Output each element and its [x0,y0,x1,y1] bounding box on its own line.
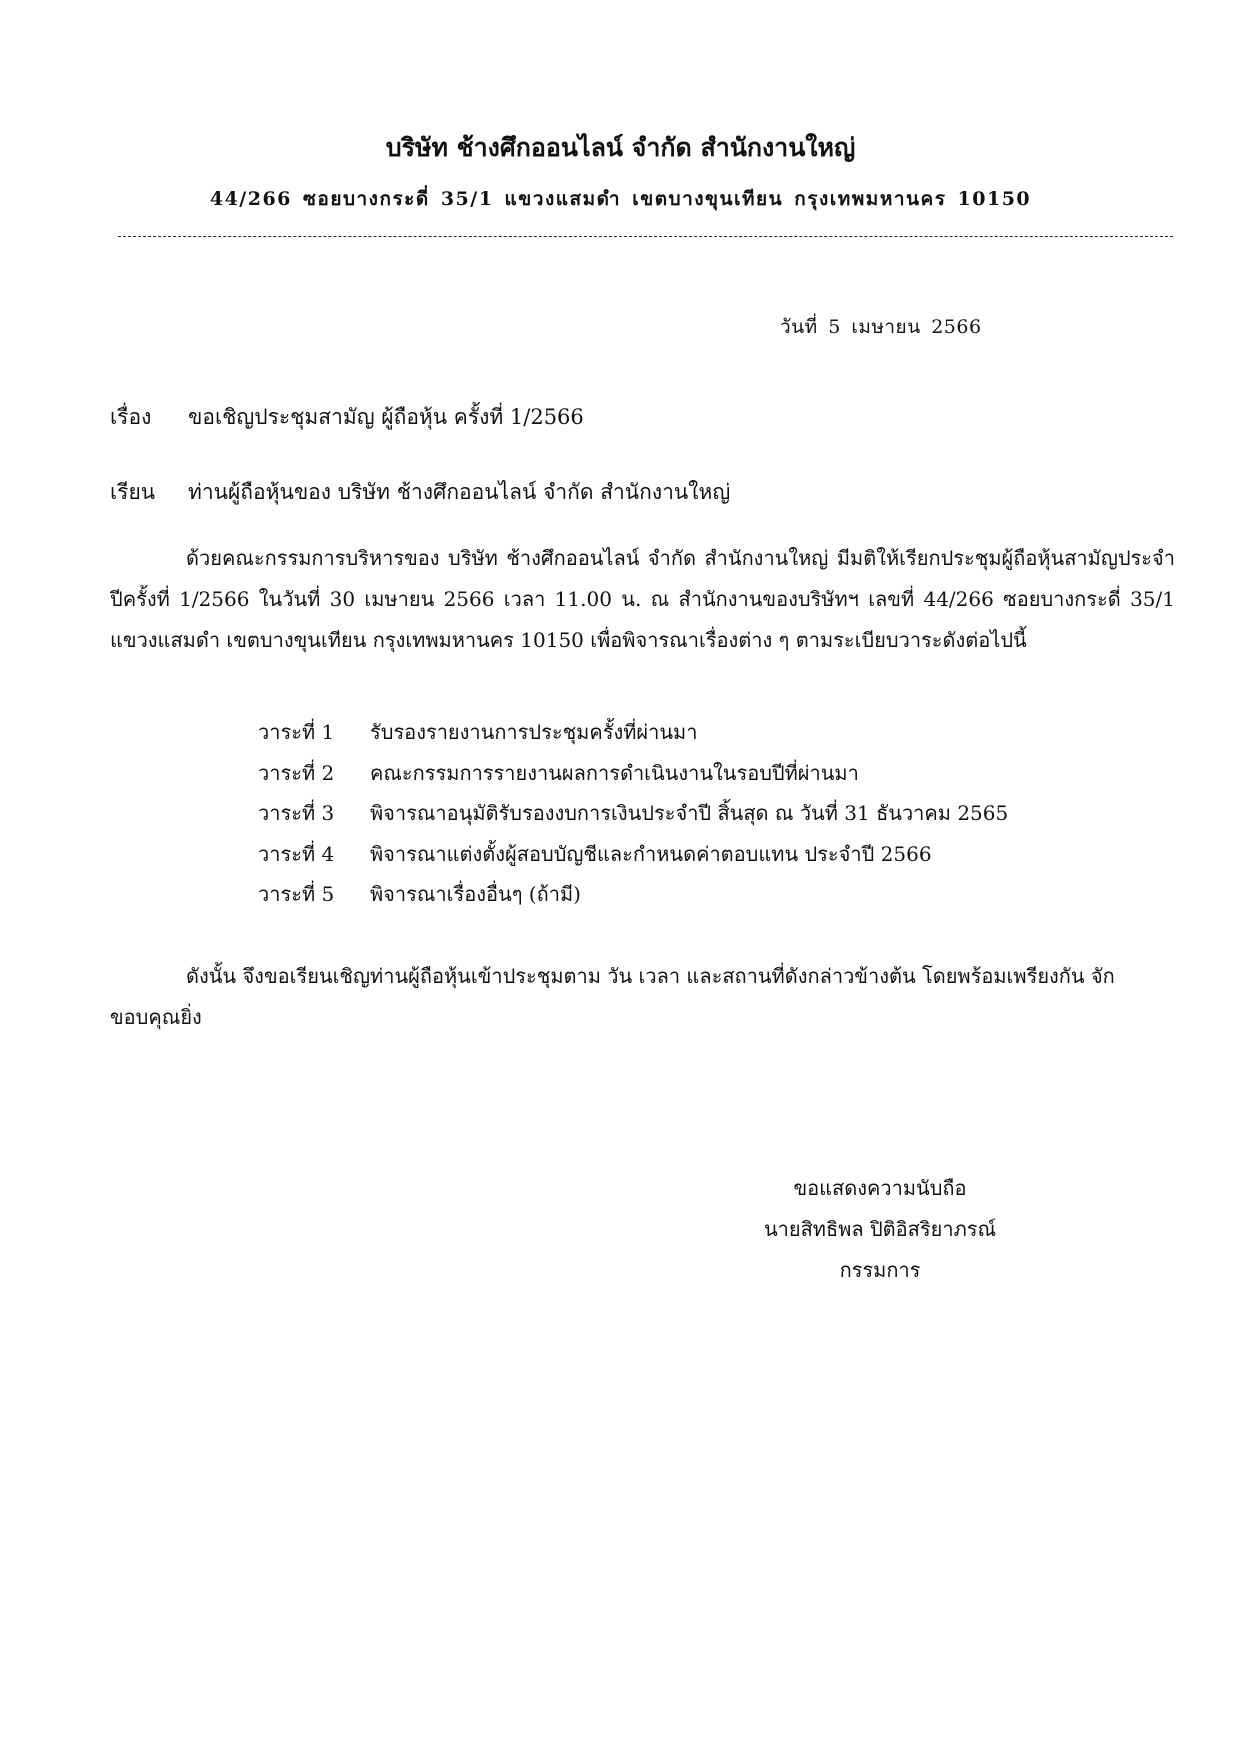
body-text: ด้วยคณะกรรมการบริหารของ บริษัท ช้างศึกออนไลน์ จำกัด สำนักงานใหญ่ มีมติให้เรียกประชุมผู้ถือหุ้นสามัญประจำปีครั้งที่ 1/2566 ในวันที่ 30 เมษายน 2566 เวลา 11.00 น. ณ สำนักงานของบริษัทฯ เลขที่ 44/266 ซอยบางกระดี่ 35/1 แขวงแสมดำ เขตบางขุนเทียน กรุงเทพมหานคร 10150 เพื่อพิจารณาเรื่องต่าง ๆ ตามระเบียบวาระดังต่อไปนี้ [110,546,1175,652]
agenda-number: วาระที่ 5 [258,882,335,906]
agenda-number: วาระที่ 3 [258,801,335,825]
closing-paragraph [110,956,1175,1038]
agenda-text: รับรองรายงานการประชุมครั้งที่ผ่านมา [370,720,698,744]
company-address: 44/266 ซอยบางกระดี่ 35/1 แขวงแสมดำ เขตบางขุนเทียน กรุงเทพมหานคร 10150 [209,188,1032,210]
company-name: บริษัท ช้างศึกออนไลน์ จำกัด สำนักงานใหญ่ [385,133,856,162]
recipient-text: ท่านผู้ถือหุ้นของ บริษัท ช้างศึกออนไลน์ จำกัด สำนักงานใหญ่ [188,480,731,504]
agenda-number: วาระที่ 4 [258,841,335,866]
closing-text: ดังนั้น จึงขอเรียนเชิญท่านผู้ถือหุ้นเข้าประชุมตาม วัน เวลา และสถานที่ดังกล่าวข้างต้น โดยพร้อมเพรียงกัน จักขอบคุณยิ่ง [110,964,1115,1029]
agenda-item [258,874,1008,915]
signer-name: นายสิทธิพล ปิติอิสริยาภรณ์ [763,1217,997,1241]
subject-label: เรื่อง [110,405,152,429]
signature-block [700,1168,1060,1291]
signer-title: กรรมการ [839,1258,921,1282]
agenda-text: พิจารณาอนุมัติรับรองงบการเงินประจำปี สิ้นสุด ณ วันที่ 31 ธันวาคม 2565 [370,801,1009,825]
agenda-number: วาระที่ 2 [258,760,335,785]
body-paragraph [110,538,1175,661]
header-divider [118,236,1173,237]
agenda-item [258,753,1008,794]
agenda-number: วาระที่ 1 [258,720,335,744]
signature-salutation: ขอแสดงความนับถือ [793,1176,967,1200]
agenda-text: คณะกรรมการรายงานผลการดำเนินงานในรอบปีที่ผ่านมา [370,760,859,785]
agenda-text: พิจารณาเรื่องอื่นๆ (ถ้ามี) [370,882,581,906]
agenda-item [258,834,1008,875]
agenda-list [258,712,1008,915]
recipient-label: เรียน [110,480,156,504]
subject-text: ขอเชิญประชุมสามัญ ผู้ถือหุ้น ครั้งที่ 1/2566 [188,405,584,429]
agenda-text: พิจารณาแต่งตั้งผู้สอบบัญชีและกำหนดค่าตอบแทน ประจำปี 2566 [370,841,932,866]
agenda-item [258,712,1008,753]
letter-date: วันที่ 5 เมษายน 2566 [780,316,982,338]
agenda-item [258,793,1008,834]
